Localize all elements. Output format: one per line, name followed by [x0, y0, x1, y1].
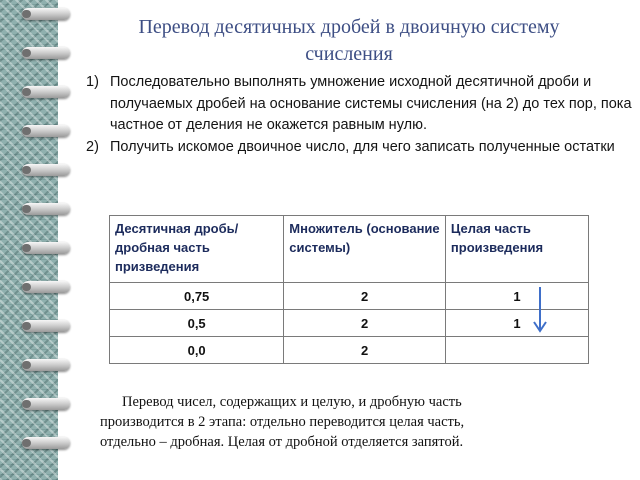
summary-line: Перевод чисел, содержащих и целую, и дробную часть [122, 394, 462, 410]
table-header-row [110, 216, 589, 283]
binding-ring-icon [22, 47, 70, 59]
list-item-text: Получить искомое двоичное число, для чего записать полученные остатки [110, 138, 615, 155]
binding-ring-icon [22, 320, 70, 332]
binding-ring-icon [22, 8, 70, 20]
table-row [110, 337, 589, 364]
table-cell: 0,0 [110, 337, 284, 364]
binding-ring-icon [22, 164, 70, 176]
table-header-cell: Десятичная дробь/дробная часть призведения [110, 216, 284, 283]
summary-paragraph [82, 392, 612, 452]
list-item-number: 1) [86, 74, 99, 90]
conversion-table [109, 215, 589, 364]
table-row [110, 283, 589, 310]
summary-line: производится в 2 этапа: отдельно переводится целая часть, [100, 414, 465, 430]
table-cell: 1 [445, 310, 588, 337]
summary-line: отдельно – дробная. Целая от дробной отделяется запятой. [100, 434, 464, 450]
binding-ring-icon [22, 242, 70, 254]
table-header-cell: Множитель (основание системы) [284, 216, 446, 283]
table-cell: 2 [284, 283, 446, 310]
binding-ring-icon [22, 281, 70, 293]
down-arrow-icon [532, 285, 548, 335]
list-item-number: 2) [86, 138, 99, 155]
binding-ring-icon [22, 437, 70, 449]
binding-ring-icon [22, 203, 70, 215]
slide-title: Перевод десятичных дробей в двоичную систему счисления [138, 16, 560, 65]
list-item [86, 137, 632, 159]
table-header-cell: Целая часть произведения [445, 216, 588, 283]
table-cell: 0,5 [110, 310, 284, 337]
binding-ring-icon [22, 86, 70, 98]
table-cell [445, 337, 588, 364]
table-cell: 2 [284, 310, 446, 337]
binding-ring-icon [22, 359, 70, 371]
steps-list [86, 72, 632, 158]
binding-ring-icon [22, 125, 70, 137]
decorative-binder-strip [0, 0, 58, 480]
table-row [110, 310, 589, 337]
table-cell: 0,75 [110, 283, 284, 310]
binding-ring-icon [22, 398, 70, 410]
table-cell: 1 [445, 283, 588, 310]
list-item-text: Последовательно выполнять умножение исходной десятичной дроби и получаемых дробей на основание системы счисления (на 2) до тех пор, пока частное от деления не окажется равным нулю. [110, 74, 632, 133]
list-item [86, 72, 632, 137]
table-cell: 2 [284, 337, 446, 364]
